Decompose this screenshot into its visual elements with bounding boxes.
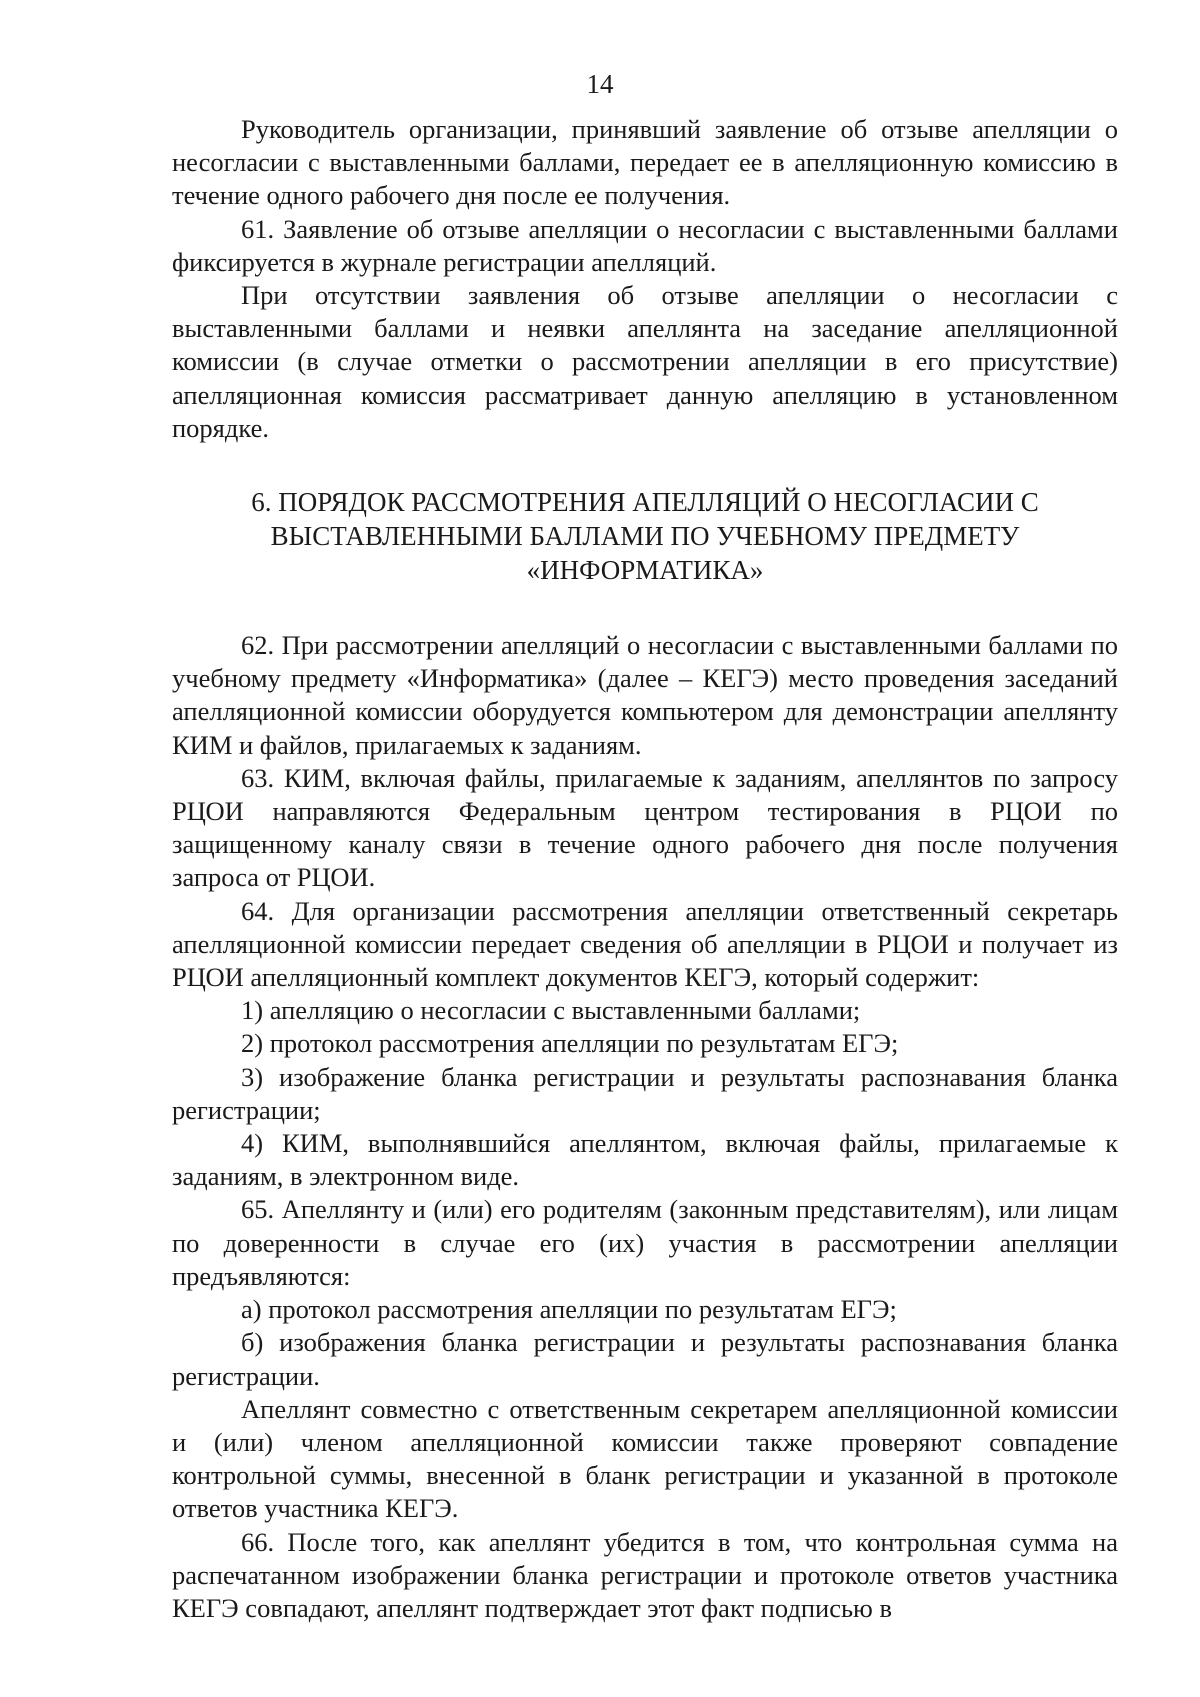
paragraph-62: 62. При рассмотрении апелляций о несогласии с выставленными баллами по учебному предмету «Информатика» (далее – КЕГЭ) место проведения заседаний апелляционной комиссии оборудуется компьютером для демонстрации апеллянту КИМ и файлов, прилагаемых к заданиям. <box>172 630 1118 760</box>
section-heading <box>172 485 1118 587</box>
paragraph-64: 64. Для организации рассмотрения апелляции ответственный секретарь апелляционной комиссии передает сведения об апелляции в РЦОИ и получает из РЦОИ апелляционный комплект документов КЕГЭ, который содержит: <box>172 895 1118 993</box>
list-item: а) протокол рассмотрения апелляции по результатам ЕГЭ; <box>241 1294 897 1325</box>
paragraph-65: 65. Апеллянту и (или) его родителям (законным представителям), или лицам по доверенности в случае его (их) участия в рассмотрении апелляции предъявляются: <box>172 1194 1118 1291</box>
section-heading-line: ВЫСТАВЛЕННЫМИ БАЛЛАМИ ПО УЧЕБНОМУ ПРЕДМЕТУ <box>270 521 1020 552</box>
paragraph: Руководитель организации, принявший заявление об отзыве апелляции о несогласии с выставленными баллами, передает ее в апелляционную комиссию в течение одного рабочего дня после ее получения. <box>172 114 1118 211</box>
document-body <box>172 113 1118 1625</box>
page-number: 14 <box>586 69 614 99</box>
section-heading-line: 6. ПОРЯДОК РАССМОТРЕНИЯ АПЕЛЛЯЦИЙ О НЕСОГЛАСИИ С <box>251 487 1039 518</box>
paragraph-63: 63. КИМ, включая файлы, прилагаемые к заданиям, апеллянтов по запросу РЦОИ направляются Федеральным центром тестирования в РЦОИ по защищенному каналу связи в течение одного рабочего дня после получения запроса от РЦОИ. <box>172 762 1118 893</box>
paragraph: Апеллянт совместно с ответственным секретарем апелляционной комиссии и (или) членом апелляционной комиссии также проверяют совпадение контрольной суммы, внесенной в бланк регистрации и указанной в протоколе ответов участника КЕГЭ. <box>172 1393 1118 1524</box>
list-item: 3) изображение бланка регистрации и результаты распознавания бланка регистрации; <box>172 1061 1118 1125</box>
paragraph: При отсутствии заявления об отзыве апелляции о несогласии с выставленными баллами и неявки апеллянта на заседание апелляционной комиссии (в случае отметки о рассмотрении апелляции в его присутствие) апелляционная комиссия рассматривает данную апелляцию в установленном порядке. <box>172 280 1118 443</box>
list-item: 4) КИМ, выполнявшийся апеллянтом, включая файлы, прилагаемые к заданиям, в электронном виде. <box>172 1128 1118 1192</box>
list-item: б) изображения бланка регистрации и результаты распознавания бланка регистрации. <box>172 1327 1118 1391</box>
section-heading-line: «ИНФОРМАТИКА» <box>526 555 764 586</box>
paragraph-66: 66. После того, как апеллянт убедится в том, что контрольная сумма на распечатанном изображении бланка регистрации и протоколе ответов участника КЕГЭ совпадают, апеллянт подтверждает этот факт подписью в <box>172 1526 1118 1623</box>
paragraph-61: 61. Заявление об отзыве апелляции о несогласии с выставленными баллами фиксируется в журнале регистрации апелляций. <box>172 213 1118 277</box>
list-item: 1) апелляцию о несогласии с выставленными баллами; <box>241 995 861 1026</box>
list-item: 2) протокол рассмотрения апелляции по результатам ЕГЭ; <box>241 1028 899 1059</box>
